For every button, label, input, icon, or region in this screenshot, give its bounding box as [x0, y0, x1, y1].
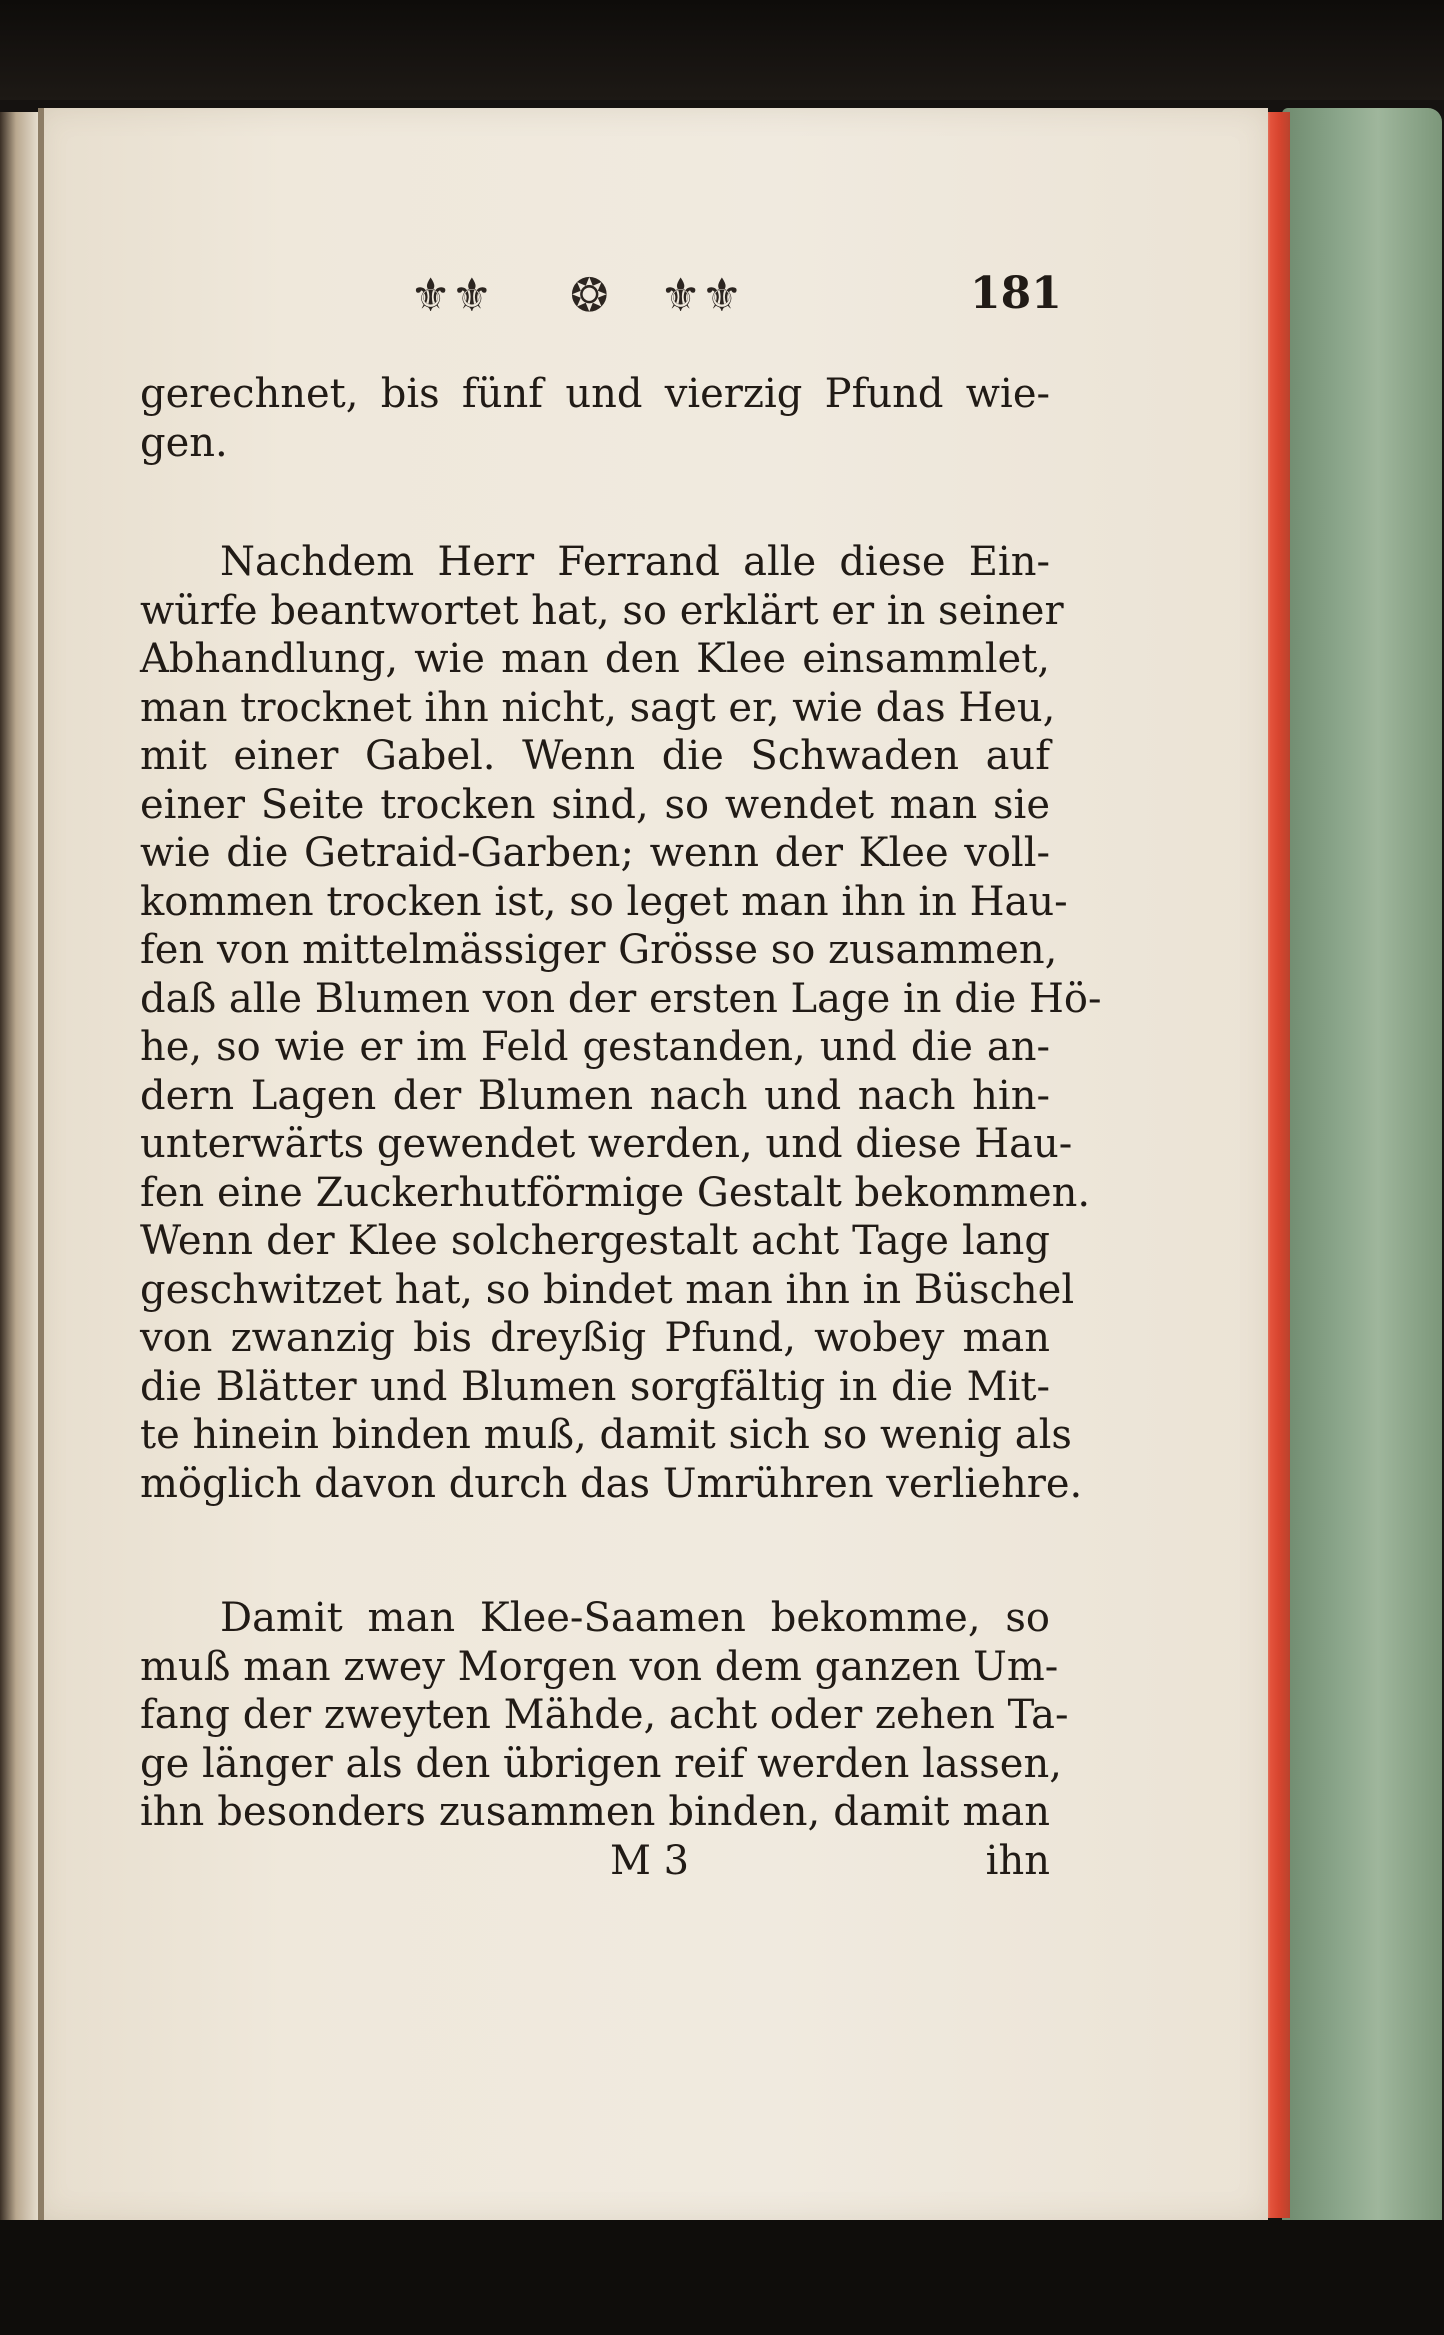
text-line: man trocknet ihn nicht, sagt er, wie das Heu,: [140, 684, 1056, 731]
text-line: die Blätter und Blumen sorgfältig in die Mit-: [140, 1363, 1050, 1410]
ornament-right-icon: ⚜⚜: [660, 268, 743, 322]
running-header: [410, 268, 1060, 328]
facing-page-edge: [0, 112, 40, 2222]
ornament-center-icon: ❂: [570, 268, 609, 322]
ornament-left-icon: ⚜⚜: [410, 268, 493, 322]
text-line: fen eine Zuckerhutförmige Gestalt bekommen.: [140, 1169, 1091, 1216]
catchword: ihn: [985, 1837, 1050, 1884]
text-line: kommen trocken ist, so leget man ihn in Hau-: [140, 878, 1068, 925]
text-line: gen.: [140, 419, 228, 466]
text-line: te hinein binden muß, damit sich so wenig als: [140, 1412, 1072, 1458]
text-line: fang der zweyten Mähde, acht oder zehen Ta-: [140, 1692, 1069, 1738]
page-footer: [140, 1837, 1050, 1887]
text-line: ihn besonders zusammen binden, damit man: [140, 1789, 1050, 1835]
text-line: unterwärts gewendet werden, und diese Hau-: [140, 1121, 1073, 1167]
backdrop-bottom: [0, 2220, 1444, 2335]
text-line: dern Lagen der Blumen nach und nach hin-: [140, 1072, 1050, 1119]
text-line: mit einer Gabel. Wenn die Schwaden auf: [140, 733, 1050, 779]
text-line: würfe beantwortet hat, so erklärt er in seiner: [140, 587, 1064, 634]
backdrop-top: [0, 0, 1444, 100]
signature-mark: M 3: [610, 1837, 690, 1884]
page-number: 181: [970, 268, 1062, 319]
text-line: muß man zwey Morgen von dem ganzen Um-: [140, 1643, 1059, 1690]
text-line: von zwanzig bis dreyßig Pfund, wobey man: [140, 1315, 1050, 1361]
paragraph-1: [140, 370, 1050, 467]
text-line: einer Seite trocken sind, so wendet man sie: [140, 781, 1050, 828]
text-line: Nachdem Herr Ferrand alle diese Ein-: [220, 539, 1050, 585]
text-line: wie die Getraid-Garben; wenn der Klee voll-: [140, 830, 1050, 876]
text-line: Wenn der Klee solchergestalt acht Tage lang: [140, 1218, 1050, 1264]
paragraph-3: [140, 1594, 1069, 1837]
text-line: Abhandlung, wie man den Klee einsammlet,: [140, 636, 1050, 682]
text-line: fen von mittelmässiger Grösse so zusammen,: [140, 927, 1058, 973]
paragraph-2: [140, 538, 1102, 1508]
book-cover-edge: [1282, 108, 1442, 2240]
text-line: he, so wie er im Feld gestanden, und die an-: [140, 1024, 1050, 1070]
text-block: [140, 370, 1102, 1887]
text-line: möglich davon durch das Umrühren verliehre.: [140, 1460, 1083, 1507]
page-gutter: [38, 108, 44, 2220]
text-line: geschwitzet hat, so bindet man ihn in Büschel: [140, 1266, 1075, 1313]
text-line: daß alle Blumen von der ersten Lage in die Hö-: [140, 975, 1102, 1022]
text-line: Damit man Klee-Saamen bekomme, so: [220, 1595, 1050, 1641]
text-line: ge länger als den übrigen reif werden lassen,: [140, 1740, 1062, 1787]
text-line: gerechnet, bis fünf und vierzig Pfund wie-: [140, 371, 1050, 417]
